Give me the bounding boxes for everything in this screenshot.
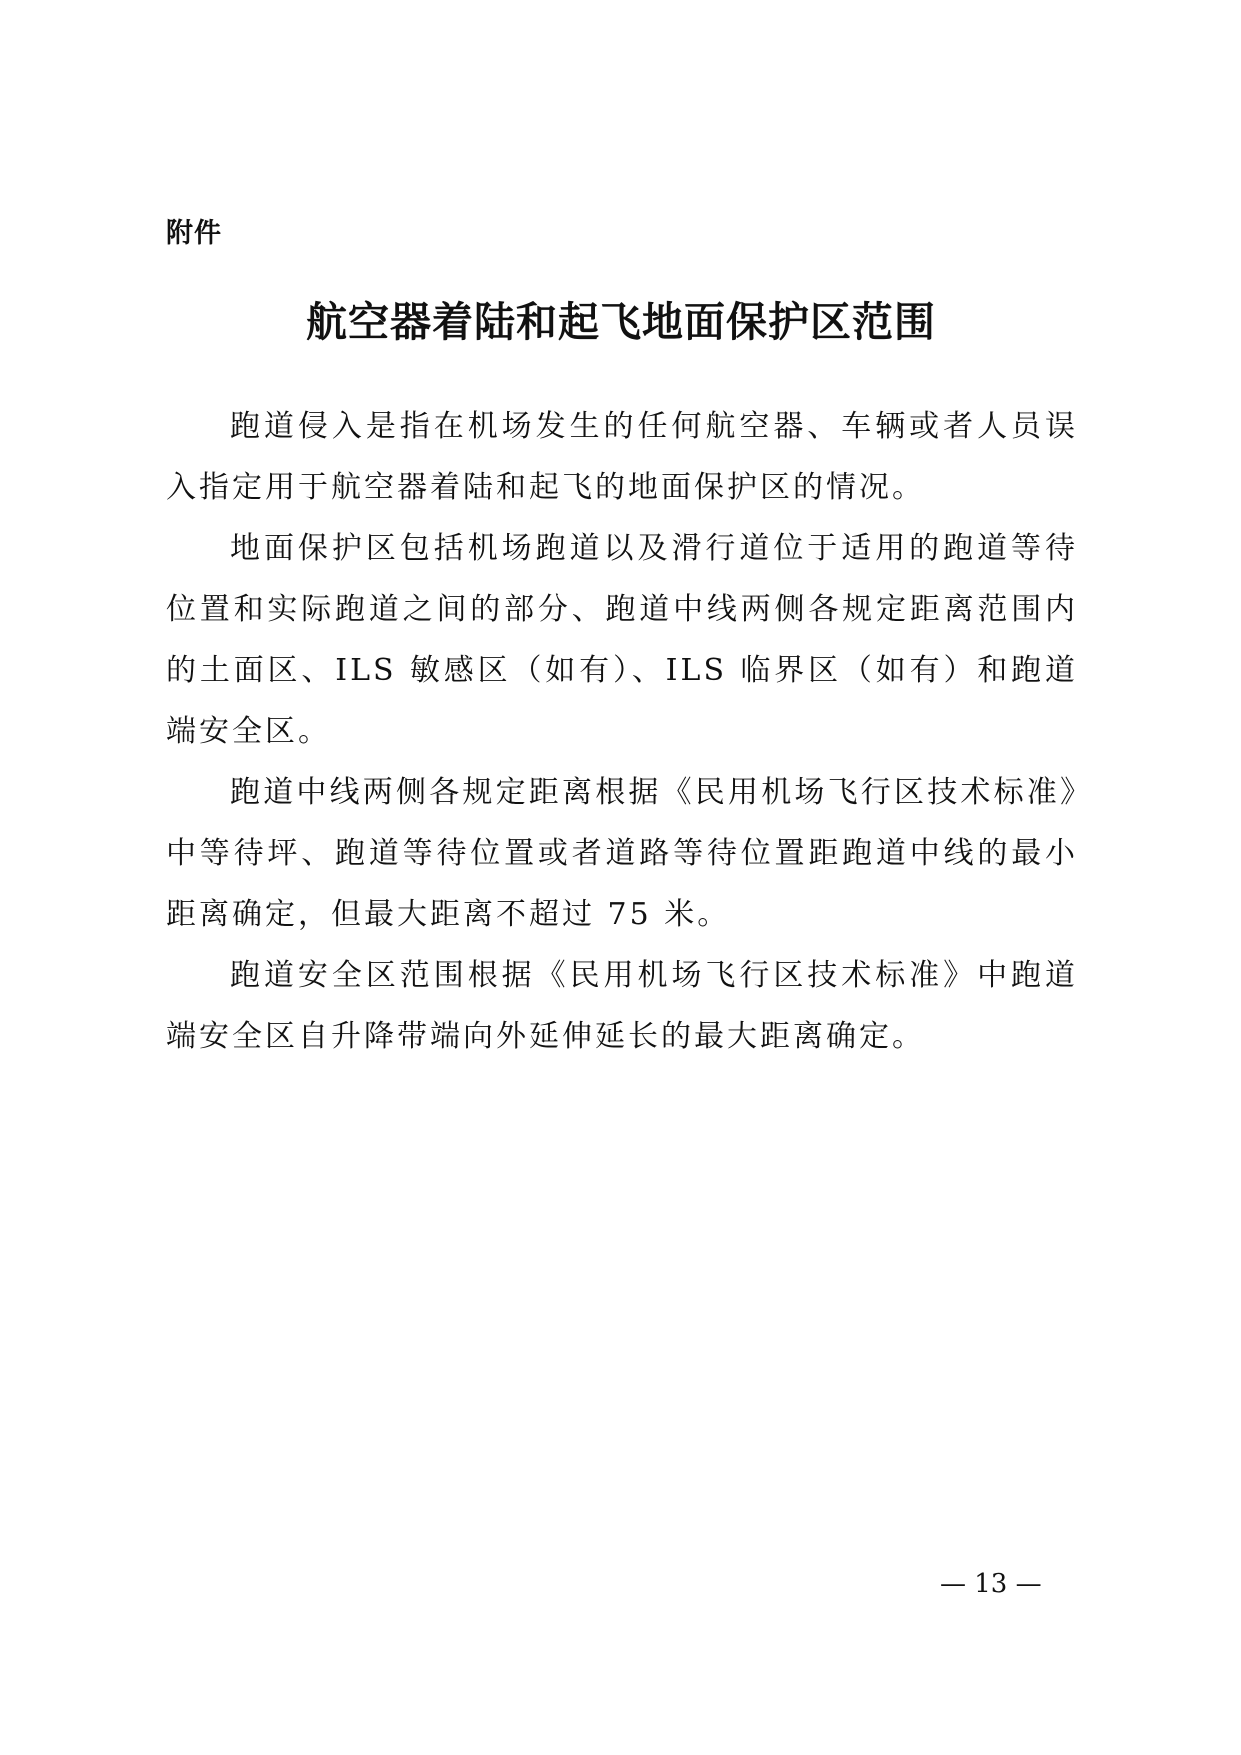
page-number: — 13 — bbox=[940, 1569, 1042, 1599]
paragraph-centerline-distance: 跑道中线两侧各规定距离根据《民用机场飞行区技术标准》中等待坪、跑道等待位置或者道路等待位置距跑道中线的最小距离确定，但最大距离不超过 75 米。 bbox=[166, 775, 1078, 932]
attachment-label: 附件 bbox=[166, 218, 222, 249]
paragraph-runway-incursion-definition: 跑道侵入是指在机场发生的任何航空器、车辆或者人员误入指定用于航空器着陆和起飞的地面保护区的情况。 bbox=[166, 409, 1078, 505]
document-title: 航空器着陆和起飞地面保护区范围 bbox=[306, 298, 936, 346]
document-body bbox=[166, 396, 1078, 1067]
paragraph-protected-area-scope: 地面保护区包括机场跑道以及滑行道位于适用的跑道等待位置和实际跑道之间的部分、跑道中线两侧各规定距离范围内的土面区、ILS 敏感区（如有）、ILS 临界区（如有）和跑道端安全区。 bbox=[166, 531, 1078, 749]
paragraph-runway-safety-area: 跑道安全区范围根据《民用机场飞行区技术标准》中跑道端安全区自升降带端向外延伸延长的最大距离确定。 bbox=[166, 958, 1078, 1054]
